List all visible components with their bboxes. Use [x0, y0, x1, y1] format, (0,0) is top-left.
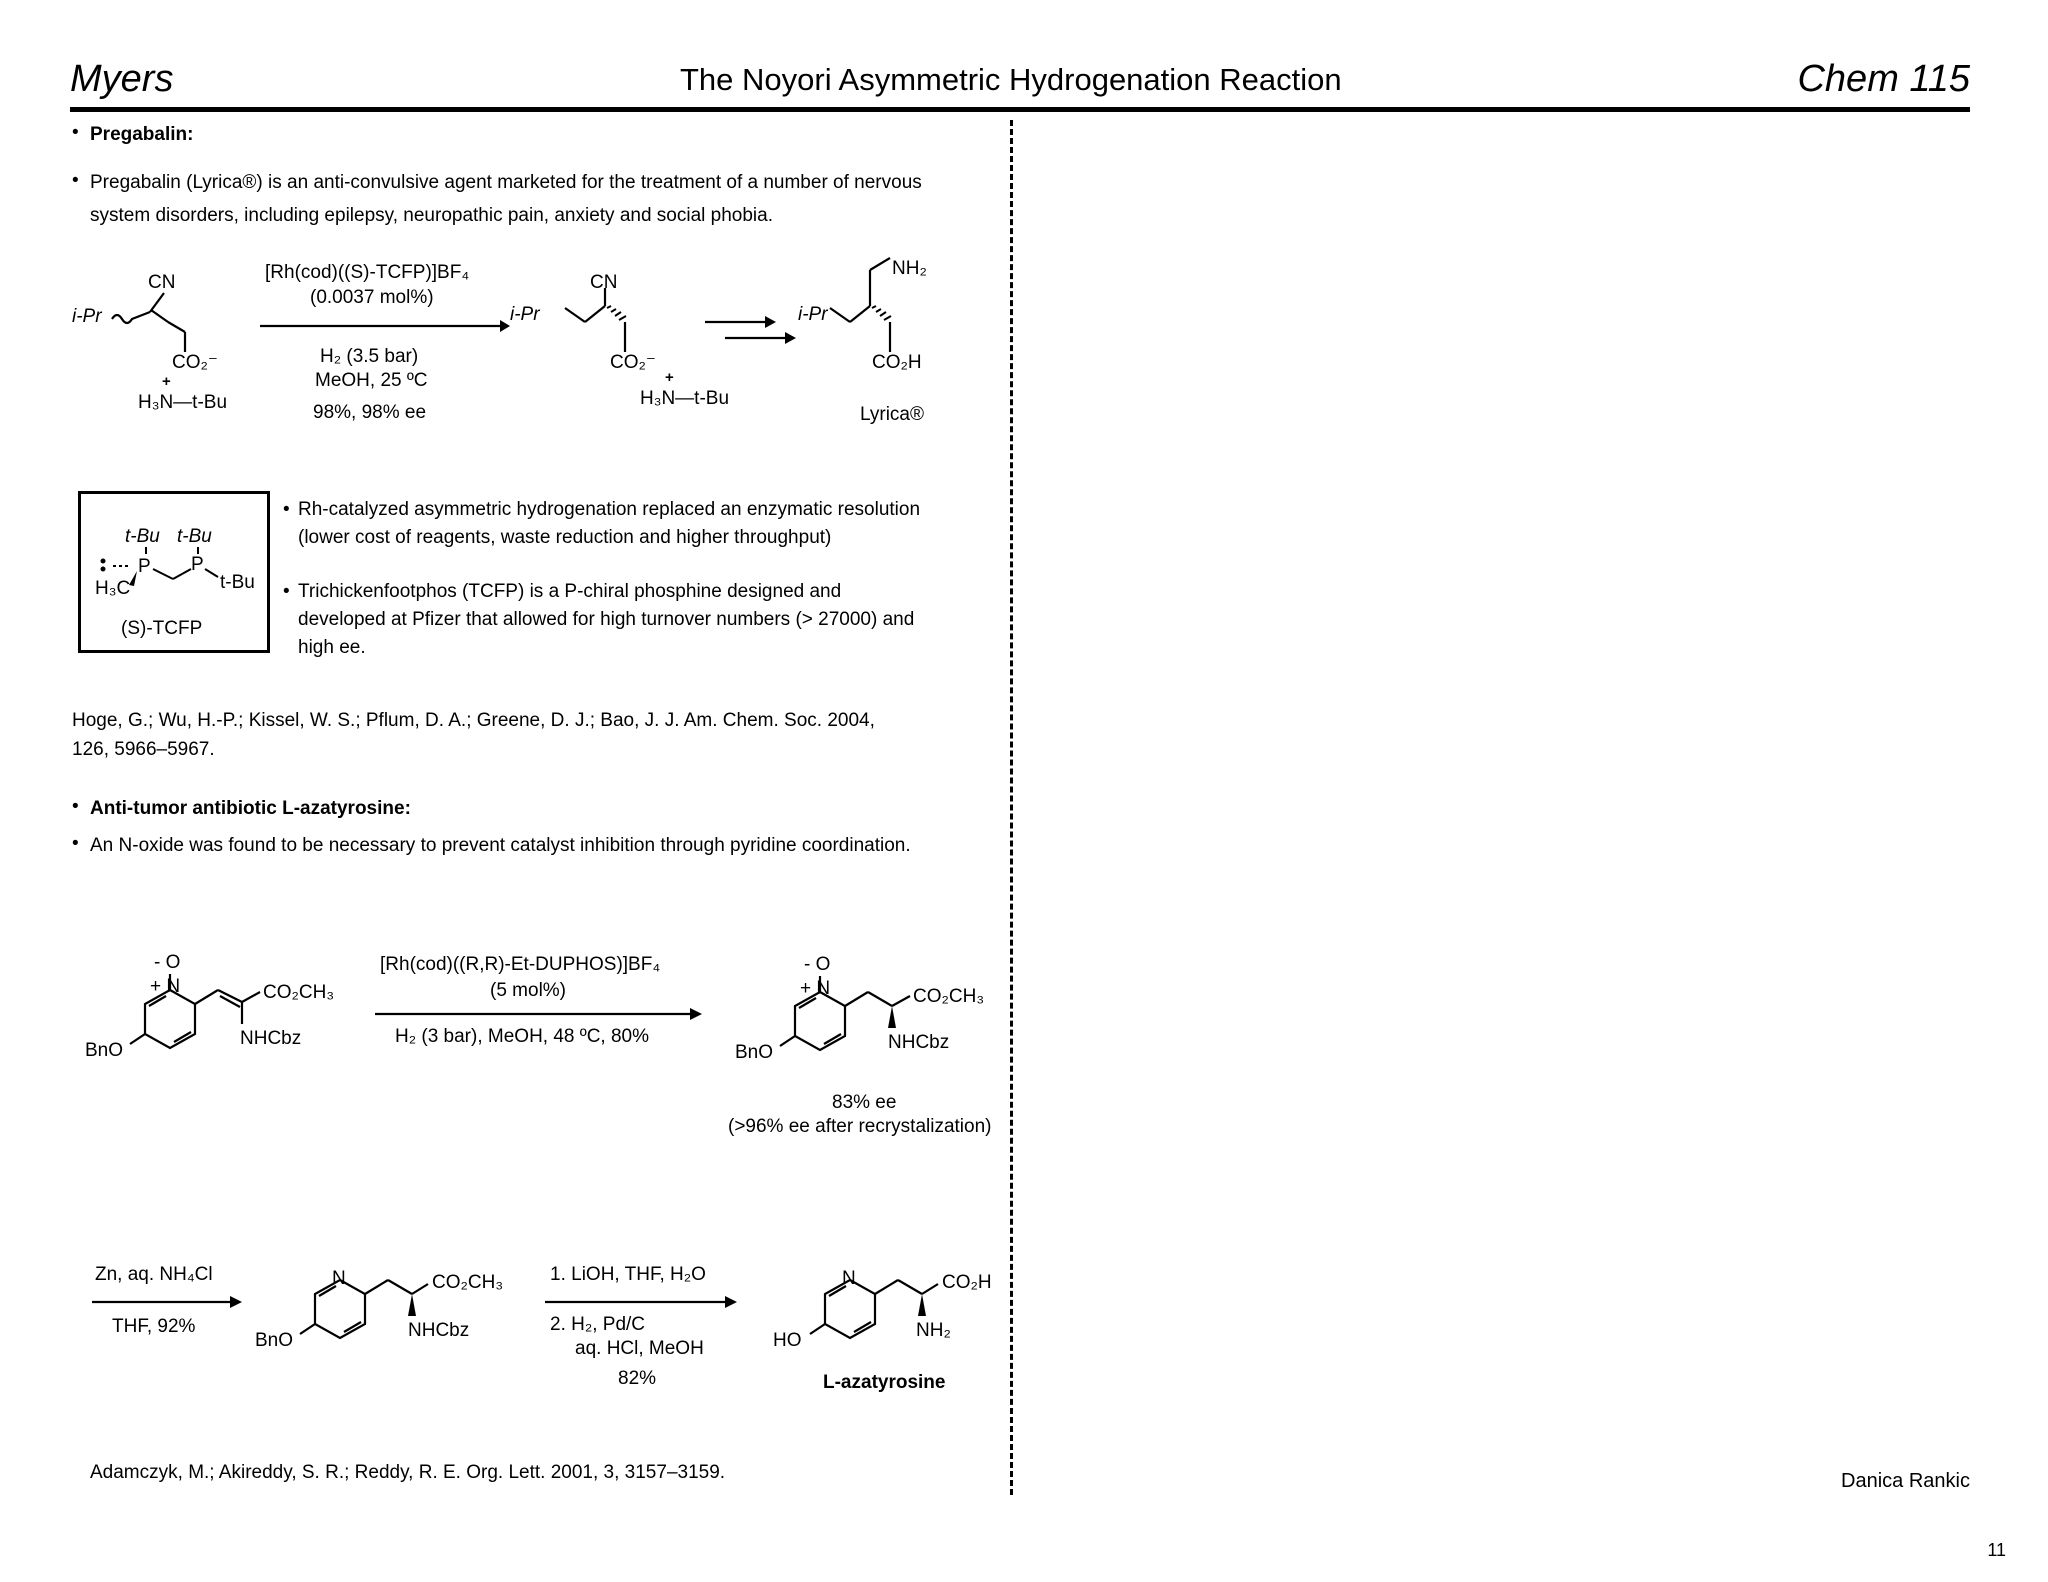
azatyrosine-heading: Anti-tumor antibiotic L-azatyrosine:	[90, 798, 411, 819]
substrate-bno: BnO	[85, 1040, 124, 1061]
final-ho: HO	[773, 1330, 802, 1351]
conditions-line1: H₂ (3.5 bar)	[320, 346, 419, 367]
step-2b: aq. HCl, MeOH	[575, 1338, 704, 1359]
substrate-wavy-bond	[112, 312, 150, 323]
substrate-cn: CN	[148, 272, 176, 293]
hash-wedge-mark	[607, 306, 611, 308]
step-1: 1. LiOH, THF, H₂O	[550, 1264, 706, 1285]
product-o-minus: - O	[804, 954, 831, 975]
counter-ion: H₃N—t-Bu	[138, 392, 228, 413]
tcfp-bond	[153, 569, 173, 579]
hash-wedge-mark	[615, 312, 621, 316]
conditions-line3: 98%, 98% ee	[313, 402, 427, 423]
bno-bond	[130, 1034, 145, 1044]
substrate-nhcbz: NHCbz	[240, 1028, 302, 1049]
final-product-name: L-azatyrosine	[823, 1372, 946, 1393]
catalyst-line2: (0.0037 mol%)	[310, 287, 434, 308]
product-ch2-bond	[845, 992, 868, 1006]
duphos-conditions: H₂ (3 bar), MeOH, 48 ºC, 80%	[395, 1026, 650, 1047]
final-chain-bond	[898, 1280, 922, 1294]
stereo-wedge	[408, 1294, 416, 1316]
product-n-plus: + N	[800, 978, 831, 999]
arrowhead	[230, 1296, 242, 1308]
arrowhead	[500, 320, 510, 332]
footer-author: Danica Rankic	[1841, 1470, 1970, 1492]
note-line5: high ee.	[298, 637, 366, 658]
intermediate-co2ch3: CO₂CH₃	[432, 1272, 504, 1293]
reference-hoge-line2: 126, 5966–5967.	[72, 739, 215, 760]
page-title: The Noyori Asymmetric Hydrogenation Reaction	[680, 62, 1342, 97]
bullet-dot: •	[72, 796, 79, 817]
tcfp-tbu3: t-Bu	[220, 572, 255, 593]
note-line3: Trichickenfootphos (TCFP) is a P-chiral phosphine designed and	[298, 581, 842, 602]
intermediate-n: N	[332, 1268, 346, 1289]
arrowhead	[785, 332, 796, 344]
lyrica-nh2-bond	[870, 258, 890, 270]
ee-line2: (>96% ee after recrystalization)	[728, 1116, 992, 1137]
o-minus: - O	[154, 952, 181, 973]
product-co2: CO₂⁻	[610, 352, 656, 373]
lyrica-nh2: NH₂	[892, 258, 927, 279]
product-pyridine-ring	[795, 992, 845, 1050]
substrate-ipr: i-Pr	[72, 306, 102, 327]
lyrica-ipr: i-Pr	[798, 304, 828, 325]
pregabalin-scheme	[60, 250, 1000, 440]
arrowhead	[690, 1008, 702, 1020]
tcfp-bond	[173, 569, 191, 579]
step-2a: 2. H₂, Pd/C	[550, 1314, 646, 1335]
arrowhead	[765, 316, 776, 328]
page-number: 11	[1987, 1540, 2006, 1560]
bullet-dot: •	[72, 833, 79, 854]
vinyl-double-bond-inner	[220, 996, 240, 1007]
product-bno: BnO	[735, 1042, 774, 1063]
bullet-dot: •	[283, 581, 290, 602]
hash-wedge-mark	[884, 316, 891, 320]
vinyl-bond	[195, 990, 218, 1004]
product-ester-bond	[892, 996, 910, 1006]
tcfp-tbu1: t-Bu	[125, 526, 160, 547]
product-chain-bond	[585, 306, 605, 322]
counter-ion-plus: +	[162, 373, 171, 390]
tcfp-h3c: H₃C	[95, 578, 131, 599]
product-nhcbz: NHCbz	[888, 1032, 950, 1053]
bullet-dot: •	[283, 499, 290, 520]
zn-reagent: Zn, aq. NH₄Cl	[95, 1264, 213, 1285]
product-counter-plus: +	[665, 369, 674, 386]
product-chain-bond	[868, 992, 892, 1006]
lyrica-name: Lyrica®	[860, 404, 924, 425]
note-line4: developed at Pfizer that allowed for high turnover numbers (> 27000) and	[298, 609, 915, 630]
catalyst-line1: [Rh(cod)((S)-TCFP)]BF₄	[265, 262, 470, 283]
ee-line1: 83% ee	[832, 1092, 897, 1113]
hash-wedge-mark	[619, 316, 626, 320]
product-counter-ion: H₃N—t-Bu	[640, 388, 730, 409]
tcfp-tbu2: t-Bu	[177, 526, 212, 547]
hash-wedge-mark	[880, 312, 886, 316]
header-rule	[70, 107, 1970, 112]
hash-wedge-mark	[872, 306, 876, 308]
tcfp-p2: P	[191, 554, 204, 575]
hash-wedge-mark	[876, 309, 881, 312]
header-course: Chem 115	[1797, 58, 1970, 100]
tcfp-label: (S)-TCFP	[121, 618, 203, 639]
substrate-cn-bond	[150, 293, 164, 312]
step-yield: 82%	[618, 1368, 657, 1389]
stereo-wedge	[918, 1294, 926, 1316]
final-n: N	[842, 1268, 856, 1289]
bullet-dot: •	[72, 170, 79, 191]
conditions-line2: MeOH, 25 ºC	[315, 370, 428, 391]
reference-hoge-line1: Hoge, G.; Wu, H.-P.; Kissel, W. S.; Pflum, D. A.; Greene, D. J.; Bao, J. J. Am. Chem. Soc. 2004,	[72, 710, 875, 731]
stereo-wedge	[888, 1006, 896, 1028]
substrate-chain-bond	[168, 322, 185, 332]
intermediate-chain-bond	[388, 1280, 412, 1294]
lone-pair-dot	[101, 567, 106, 572]
tcfp-wedge	[129, 571, 137, 586]
product-cn: CN	[590, 272, 618, 293]
intermediate-bno-bond	[300, 1324, 315, 1334]
tcfp-structure-box	[78, 491, 270, 653]
product-co2ch3: CO₂CH₃	[913, 986, 985, 1007]
note-line2: (lower cost of reagents, waste reduction and higher throughput)	[298, 527, 832, 548]
product-bno-bond	[780, 1036, 795, 1046]
lone-pair-dot	[101, 559, 106, 564]
final-ch2-bond	[875, 1280, 898, 1294]
substrate-co2: CO₂⁻	[172, 352, 218, 373]
tcfp-structure	[81, 494, 267, 650]
product-ipr: i-Pr	[510, 304, 540, 325]
substrate-co2ch3: CO₂CH₃	[263, 982, 335, 1003]
final-co2h: CO₂H	[942, 1272, 992, 1293]
lyrica-chain-bond	[830, 308, 850, 322]
intermediate-ester-bond	[412, 1284, 428, 1294]
header-author: Myers	[70, 58, 174, 100]
n-plus: + N	[150, 976, 181, 997]
pregabalin-desc-line1: Pregabalin (Lyrica®) is an anti-convulsive agent marketed for the treatment of a number of nervous	[90, 172, 922, 193]
final-acid-bond	[922, 1284, 938, 1294]
bullet-dot: •	[72, 122, 79, 143]
duphos-catalyst-line1: [Rh(cod)((R,R)-Et-DUPHOS)]BF₄	[380, 954, 661, 975]
ester-bond	[242, 992, 260, 1002]
duphos-catalyst-line2: (5 mol%)	[490, 980, 567, 1001]
azatyrosine-scheme-2	[70, 1250, 1010, 1410]
pyridine-ring	[145, 990, 195, 1048]
azatyrosine-note: An N-oxide was found to be necessary to prevent catalyst inhibition through pyridine coordination.	[90, 835, 911, 856]
tcfp-p1: P	[138, 556, 151, 577]
intermediate-bno: BnO	[255, 1330, 294, 1351]
pregabalin-desc-line2: system disorders, including epilepsy, neuropathic pain, anxiety and social phobia.	[90, 205, 773, 226]
final-ho-bond	[810, 1324, 825, 1334]
zn-solvent-yield: THF, 92%	[112, 1316, 196, 1337]
substrate-double-bond	[151, 310, 168, 322]
pregabalin-heading: Pregabalin:	[90, 124, 194, 145]
tcfp-bond	[205, 569, 218, 577]
column-divider	[1010, 120, 1013, 1495]
intermediate-nhcbz: NHCbz	[408, 1320, 470, 1341]
lyrica-chain-bond	[850, 306, 870, 322]
product-chain-bond	[565, 308, 585, 322]
note-line1: Rh-catalyzed asymmetric hydrogenation replaced an enzymatic resolution	[298, 499, 921, 520]
final-nh2: NH₂	[916, 1320, 951, 1341]
reference-adamczyk: Adamczyk, M.; Akireddy, S. R.; Reddy, R. E. Org. Lett. 2001, 3, 3157–3159.	[90, 1462, 726, 1483]
lyrica-co2h: CO₂H	[872, 352, 922, 373]
azatyrosine-scheme-1	[70, 940, 1010, 1140]
hash-wedge-mark	[611, 309, 616, 312]
intermediate-ch2-bond	[365, 1280, 388, 1294]
arrowhead	[725, 1296, 737, 1308]
